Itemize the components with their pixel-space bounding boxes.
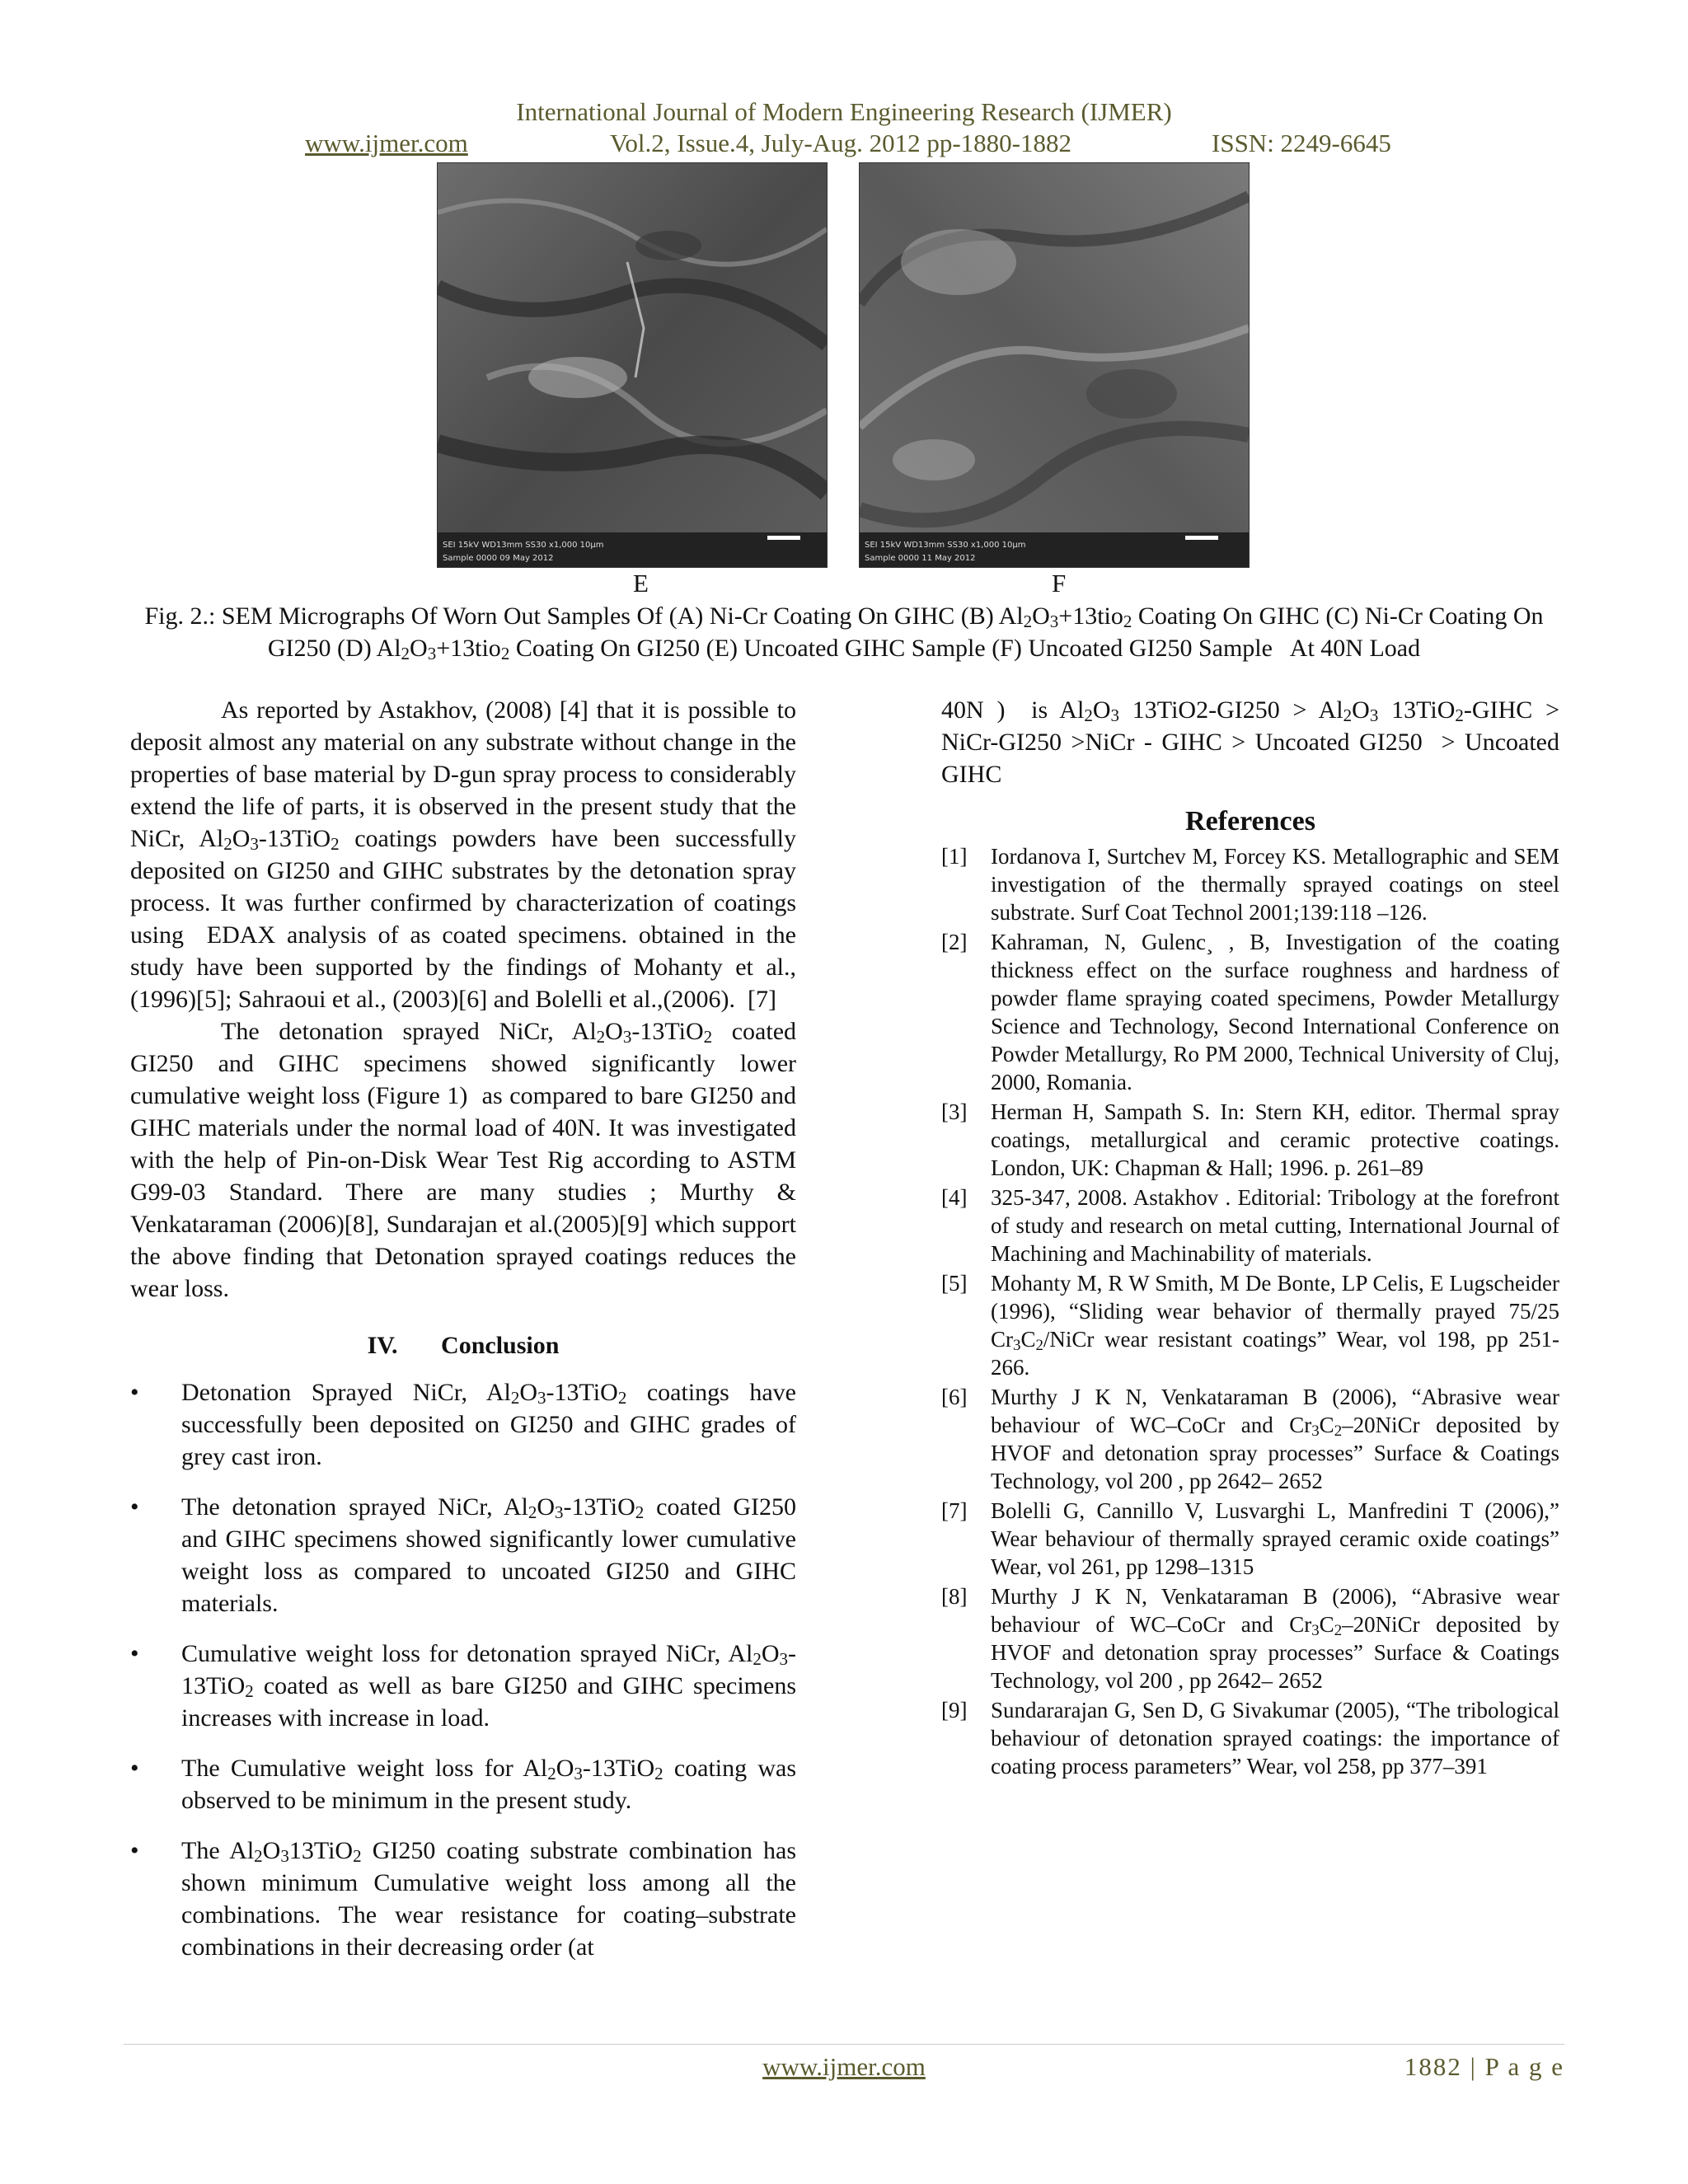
reference-text: 325-347, 2008. Astakhov . Editorial: Tribology at the forefront of study and research on metal cutting, International Journal of Machining and Machinability of materials. <box>991 1185 1559 1266</box>
bullet-dot: • <box>130 1640 139 1667</box>
sem-micrograph-e <box>438 163 827 567</box>
header-website-link[interactable]: www.ijmer.com <box>305 129 468 157</box>
conclusion-bullet-3: • Cumulative weight loss for detonation sprayed NiCr, $Al_2O_3-13TiO_2$ coated as well as bare GI250 and GIHC specimens increases with increase in load. <box>130 1638 796 1734</box>
panel-label-f: F <box>1052 569 1067 598</box>
reference-item <box>941 1383 1559 1495</box>
svg-text:SEI 15kV WD13mm SS30 x1,000 10: SEI 15kV WD13mm SS30 x1,000 10µm <box>865 541 1026 550</box>
sem-image-f <box>859 162 1250 568</box>
reference-item <box>941 1497 1559 1581</box>
reference-text: Mohanty M, R W Smith, M De Bonte, LP Celis, E Lugscheider (1996), “Sliding wear behavior of thermally prayed 75/25 $Cr_3C_2$/NiCr wear resistant coatings” Wear, vol 198, pp 251-266. <box>991 1271 1559 1380</box>
reference-number: [4] <box>941 1185 968 1210</box>
reference-item <box>941 1582 1559 1694</box>
references-list <box>941 842 1559 1780</box>
reference-number: [1] <box>941 844 968 869</box>
section-heading <box>130 1329 796 1361</box>
reference-text: Murthy J K N, Venkataraman B (2006), “Abrasive wear behaviour of WC–CoCr and $Cr_3C_2-20NiCr$ deposited by HVOF and detonation spray processes” Surface & Coatings Technology, vol 200 , pp 2642– 2652 <box>991 1584 1559 1693</box>
section-title: Conclusion <box>441 1332 560 1359</box>
journal-title: International Journal of Modern Engineering Research (IJMER) <box>516 97 1172 126</box>
bullet-dot: • <box>130 1379 139 1406</box>
panel-label-e: E <box>633 569 649 598</box>
reference-number: [7] <box>941 1498 968 1523</box>
reference-item <box>941 842 1559 926</box>
bullet-dot: • <box>130 1755 139 1782</box>
svg-text:SEI 15kV WD13mm SS30 x1,000 10: SEI 15kV WD13mm SS30 x1,000 10µm <box>443 541 604 550</box>
section-number: IV. <box>367 1332 398 1359</box>
left-column <box>130 694 796 1981</box>
reference-text: Murthy J K N, Venkataraman B (2006), “Abrasive wear behaviour of WC–CoCr and $Cr_3C_2-20NiCr$ deposited by HVOF and detonation spray processes” Surface & Coatings Technology, vol 200 , pp 2642– 2652 <box>991 1385 1559 1493</box>
reference-text: Kahraman, N, Gulenc¸ , B, Investigation of the coating thickness effect on the surface roughness and hardness of powder flame spraying coated specimens, Powder Metallurgy Science and Technology, Second International Conference on Powder Metallurgy, Ro PM 2000, Technical University of Cluj, 2000, Romania. <box>991 930 1559 1094</box>
footer-website-link[interactable]: www.ijmer.com <box>762 2052 926 2081</box>
conclusion-bullet-4: • The Cumulative weight loss for $Al_2O_3-13TiO_2$ coating was observed to be minimum in the present study. <box>130 1752 796 1816</box>
right-column <box>941 694 1559 1782</box>
body-paragraph-2: The detonation sprayed NiCr, $Al_2O_3-13TiO_2$ coated GI250 and GIHC specimens showed significantly lower cumulative weight loss (Figure 1) as compared to bare GI250 and GIHC materials under the normal load of 40N. It was investigated with the help of Pin-on-Disk Wear Test Rig according to ASTM G99-03 Standard. There are many studies ; Murthy & Venkataraman (2006)[8], Sundarajan et al.(2005)[9] which support the above finding that Detonation sprayed coatings reduces the wear loss. <box>130 1018 797 1302</box>
continuation-text: 40N ) is $Al_2O_3$ $13TiO2-GI250 > Al_2O_3$ 13TiO$_2$-GIHC > NiCr-GI250 >NiCr - GIHC > Uncoated GI250 > Uncoated GIHC <box>941 696 1559 788</box>
reference-number: [9] <box>941 1698 968 1722</box>
reference-item <box>941 1696 1559 1780</box>
reference-number: [2] <box>941 930 968 954</box>
reference-number: [3] <box>941 1099 968 1124</box>
reference-item <box>941 928 1559 1096</box>
reference-number: [5] <box>941 1271 968 1296</box>
header-volume: Vol.2, Issue.4, July-Aug. 2012 pp-1880-1882 <box>610 129 1071 157</box>
reference-text: Iordanova I, Surtchev M, Forcey KS. Metallographic and SEM investigation of the thermally sprayed coatings on steel substrate. Surf Coat Technol 2001;139:118 –126. <box>991 844 1559 925</box>
reference-text: Bolelli G, Cannillo V, Lusvarghi L, Manfredini T (2006),” Wear behaviour of thermally sprayed ceramic oxide coatings” Wear, vol 261, pp 1298–1315 <box>991 1498 1559 1579</box>
reference-text: Sundararajan G, Sen D, G Sivakumar (2005), “The tribological behaviour of detonation sprayed coatings: the importance of coating process parameters” Wear, vol 258, pp 377–391 <box>991 1698 1559 1779</box>
svg-text:Sample 0000 11 May 2012: Sample 0000 11 May 2012 <box>865 554 976 563</box>
reference-item <box>941 1269 1559 1381</box>
reference-item <box>941 1098 1559 1182</box>
reference-number: [6] <box>941 1385 968 1409</box>
reference-text: Herman H, Sampath S. In: Stern KH, editor. Thermal spray coatings, metallurgical and ceramic protective coatings. London, UK: Chapman & Hall; 1996. p. 261–89 <box>991 1099 1559 1180</box>
conclusion-bullet-2: • The detonation sprayed NiCr, $Al_2O_3-13TiO_2$ coated GI250 and GIHC specimens showed significantly lower cumulative weight loss as compared to uncoated GI250 and GIHC materials. <box>130 1491 796 1619</box>
conclusion-bullet-1: • Detonation Sprayed NiCr, $Al_2O_3-13TiO_2$ coatings have successfully been deposited on GI250 and GIHC grades of grey cast iron. <box>130 1376 796 1473</box>
references-heading: References <box>1185 806 1315 837</box>
svg-text:Sample 0000 09 May 2012: Sample 0000 09 May 2012 <box>443 554 554 563</box>
bullet-dot: • <box>130 1837 139 1864</box>
sem-micrograph-f <box>860 163 1249 567</box>
header-issn: ISSN: 2249-6645 <box>1212 129 1391 157</box>
body-paragraph-1: As reported by Astakhov, (2008) [4] that it is possible to deposit almost any material on any substrate without change in the properties of base material by D-gun spray process to considerably extend the life of parts, it is observed in the present study that the NiCr, $Al_2O_3-13TiO_2$ coatings powders have been successfully deposited on GI250 and GIHC substrates by the detonation spray process. It was further confirmed by characterization of coatings using EDAX analysis of as coated specimens. obtained in the study have been supported by the findings of Mohanty et al., (1996)[5]; Sahraoui et al., (2003)[6] and Bolelli et al.,(2006). [7] <box>130 696 796 1013</box>
sem-image-e <box>437 162 828 568</box>
figure-caption: Fig. 2.: SEM Micrographs Of Worn Out Samples Of (A) Ni-Cr Coating On GIHC (B) $Al_2O_3+13tio_2$ Coating On GIHC (C) Ni-Cr Coating On GI250 (D) $Al_2O_3+13tio_2$ Coating On GI250 (E) Uncoated GIHC Sample (F) Uncoated GI250 Sample At 40N Load <box>144 602 1544 663</box>
reference-number: [8] <box>941 1584 968 1609</box>
bullet-dot: • <box>130 1493 139 1521</box>
footer-divider <box>124 2044 1564 2045</box>
footer-page-number: 1882 | P a g e <box>1404 2052 1564 2081</box>
reference-item <box>941 1183 1559 1268</box>
conclusion-bullet-5: • The $Al_2O_313TiO_2$ GI250 coating substrate combination has shown minimum Cumulative weight loss among all the combinations. The wear resistance for coating–substrate combinations in their decreasing order (at <box>130 1835 796 1963</box>
